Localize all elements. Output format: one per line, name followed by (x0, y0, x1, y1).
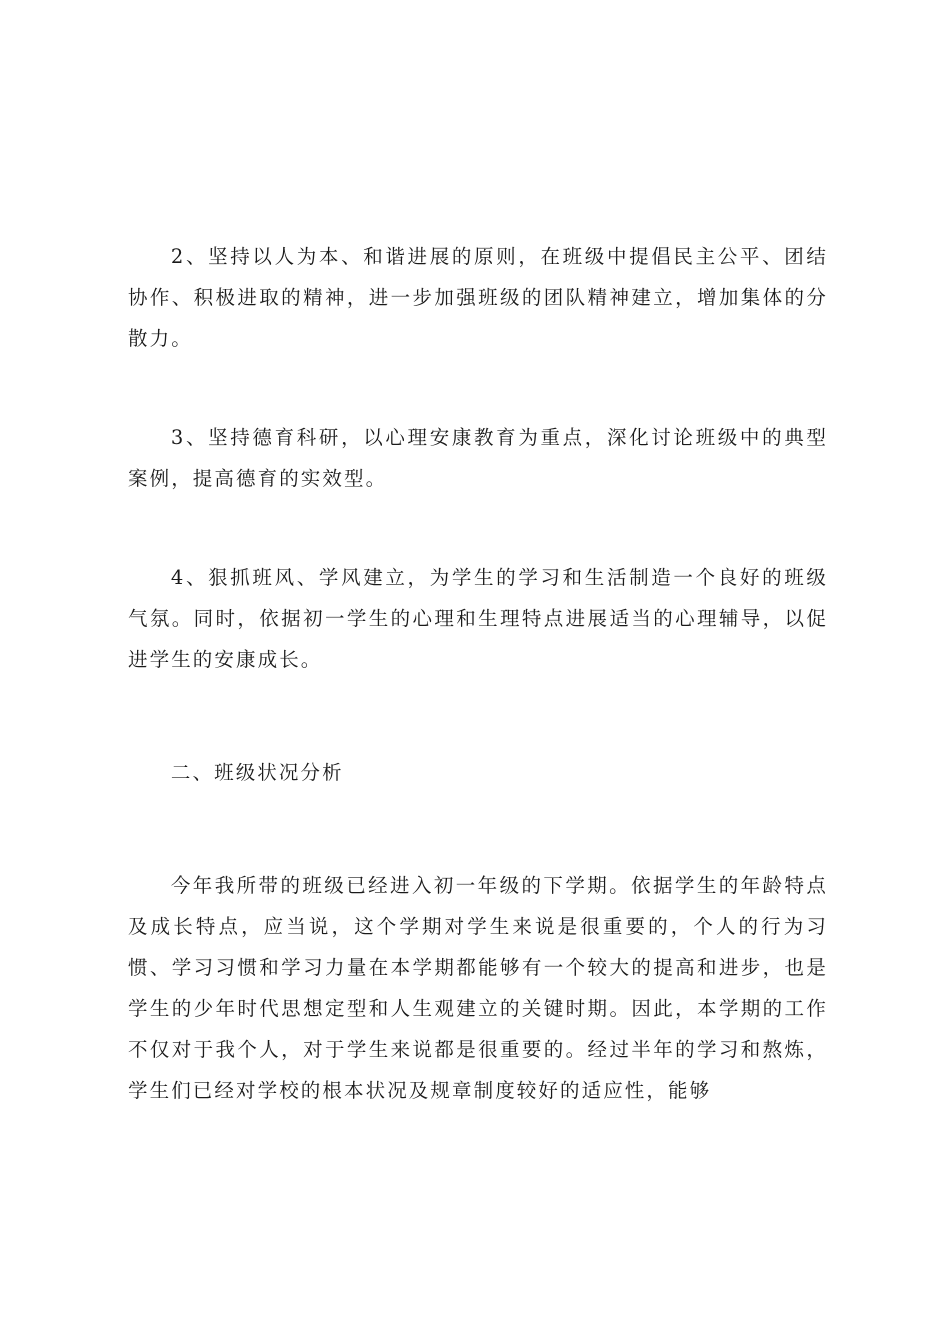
document-body (128, 236, 828, 1111)
paragraph-item-2: 2、坚持以人为本、和谐进展的原则，在班级中提倡民主公平、团结协作、积极进取的精神，进一步加强班级的团队精神建立，增加集体的分散力。 (128, 245, 828, 350)
body-paragraph: 今年我所带的班级已经进入初一年级的下学期。依据学生的年龄特点及成长特点，应当说，这个学期对学生来说是很重要的，个人的行为习惯、学习习惯和学习力量在本学期都能够有一个较大的提高和进步，也是学生的少年时代思想定型和人生观建立的关键时期。因此，本学期的工作不仅对于我个人，对于学生来说都是很重要的。经过半年的学习和熬炼，学生们已经对学校的根本状况及规章制度较好的适应性，能够 (128, 874, 828, 1102)
section-heading: 二、班级状况分析 (170, 761, 344, 784)
paragraph-item-4: 4、狠抓班风、学风建立，为学生的学习和生活制造一个良好的班级气氛。同时，依据初一学生的心理和生理特点进展适当的心理辅导，以促进学生的安康成长。 (128, 566, 828, 671)
paragraph-item-3: 3、坚持德育科研，以心理安康教育为重点，深化讨论班级中的典型案例，提高德育的实效型。 (128, 426, 828, 490)
